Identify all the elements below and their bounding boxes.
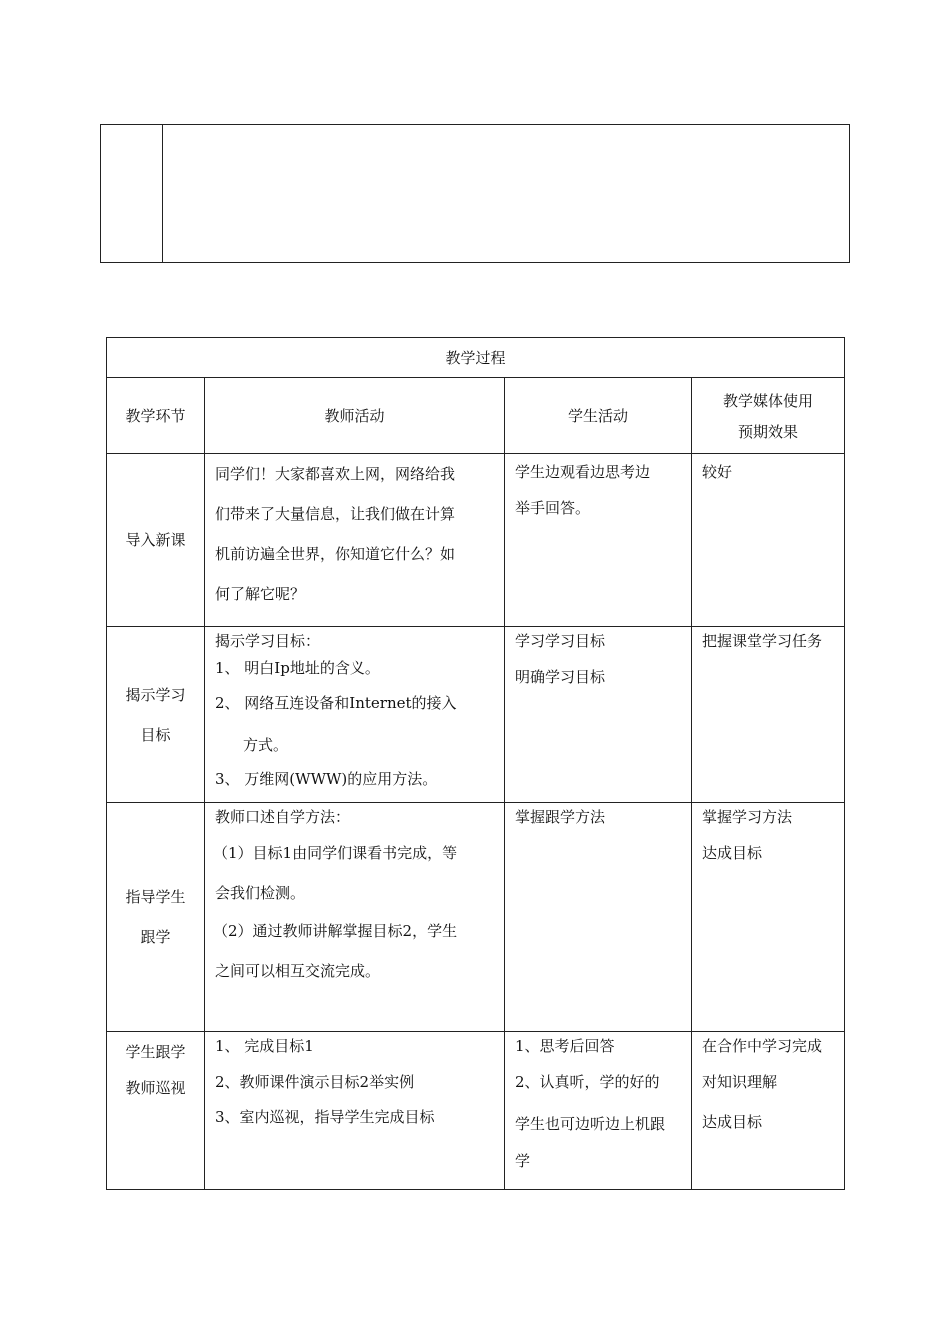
teacher-line: 同学们！大家都喜欢上网，网络给我 — [215, 465, 456, 483]
teacher-line: 教师口述自学方法： — [215, 808, 351, 826]
stage-label: 目标 — [140, 725, 171, 744]
stage-cell — [107, 803, 205, 1032]
media-line: 掌握学习方法 — [702, 808, 793, 826]
table-title: 教学过程 — [107, 338, 845, 378]
stage-label: 指导学生 — [125, 888, 186, 906]
student-cell — [505, 803, 692, 1032]
media-cell — [692, 627, 845, 803]
teacher-line: 揭示学习目标： — [215, 632, 321, 650]
media-cell — [692, 803, 845, 1032]
media-line: 把握课堂学习任务 — [702, 632, 823, 650]
teacher-line: 1、 完成目标1 — [215, 1037, 314, 1055]
media-line: 在合作中学习完成 — [702, 1037, 823, 1055]
top-empty-table — [100, 124, 850, 263]
table-row — [107, 803, 845, 1032]
stage-label: 学生跟学 — [125, 1043, 186, 1061]
teaching-process-table — [106, 337, 845, 1190]
stage-label: 教师巡视 — [125, 1079, 186, 1097]
media-cell — [692, 454, 845, 627]
student-line: 学生也可边听边上机跟 — [515, 1115, 666, 1133]
stage-cell — [107, 1032, 205, 1190]
teacher-line: 们带来了大量信息，让我们做在计算 — [215, 505, 456, 523]
media-cell — [692, 1032, 845, 1190]
teacher-line: 何了解它呢？ — [215, 585, 306, 603]
table-row — [107, 1032, 845, 1190]
top-table-divider — [162, 125, 163, 262]
student-line: 学生边观看边思考边 — [515, 463, 651, 481]
teacher-line: 之间可以相互交流完成。 — [215, 962, 381, 980]
teacher-line: 方式。 — [243, 736, 289, 754]
stage-cell — [107, 454, 205, 627]
stage-label: 导入新课 — [125, 531, 186, 549]
teacher-line: 3、室内巡视，指导学生完成目标 — [215, 1108, 435, 1126]
teacher-line: （2）通过教师讲解掌握目标2，学生 — [213, 922, 458, 940]
teacher-cell — [205, 803, 505, 1032]
student-line: 明确学习目标 — [515, 668, 606, 686]
student-cell — [505, 627, 692, 803]
table-row — [107, 627, 845, 803]
header-media-line2: 预期效果 — [738, 422, 799, 441]
teacher-line: 会我们检测。 — [215, 884, 306, 902]
header-stage: 教学环节 — [107, 378, 205, 454]
table-row — [107, 454, 845, 627]
header-teacher: 教师活动 — [205, 378, 505, 454]
media-line: 较好 — [702, 463, 733, 481]
header-media-line1: 教学媒体使用 — [723, 391, 814, 410]
stage-cell — [107, 627, 205, 803]
teacher-line: 2、教师课件演示目标2举实例 — [215, 1073, 415, 1091]
stage-label: 揭示学习 — [125, 685, 186, 704]
header-media — [692, 378, 845, 454]
media-line: 达成目标 — [702, 844, 763, 862]
header-row — [107, 378, 845, 454]
student-cell — [505, 454, 692, 627]
stage-label: 跟学 — [140, 928, 171, 946]
student-cell — [505, 1032, 692, 1190]
student-line: 掌握跟学方法 — [515, 808, 606, 826]
teacher-cell — [205, 1032, 505, 1190]
header-student: 学生活动 — [505, 378, 692, 454]
teacher-cell — [205, 454, 505, 627]
media-line: 达成目标 — [702, 1113, 763, 1131]
student-line: 2、认真听，学的好的 — [515, 1073, 660, 1091]
teacher-cell — [205, 627, 505, 803]
student-line: 1、思考后回答 — [515, 1037, 615, 1055]
student-line: 学习学习目标 — [515, 632, 606, 650]
teacher-line: 1、 明白Ip地址的含义。 — [215, 659, 380, 677]
teacher-line: 2、 网络互连设备和Internet的接入 — [215, 694, 457, 712]
teacher-line: （1）目标1由同学们课看书完成，等 — [213, 844, 458, 862]
student-line: 学 — [515, 1152, 531, 1170]
student-line: 举手回答。 — [515, 499, 591, 517]
teacher-line: 3、 万维网(WWW)的应用方法。 — [215, 770, 438, 788]
teacher-line: 机前访遍全世界，你知道它什么？如 — [215, 545, 456, 563]
media-line: 对知识理解 — [702, 1073, 778, 1091]
